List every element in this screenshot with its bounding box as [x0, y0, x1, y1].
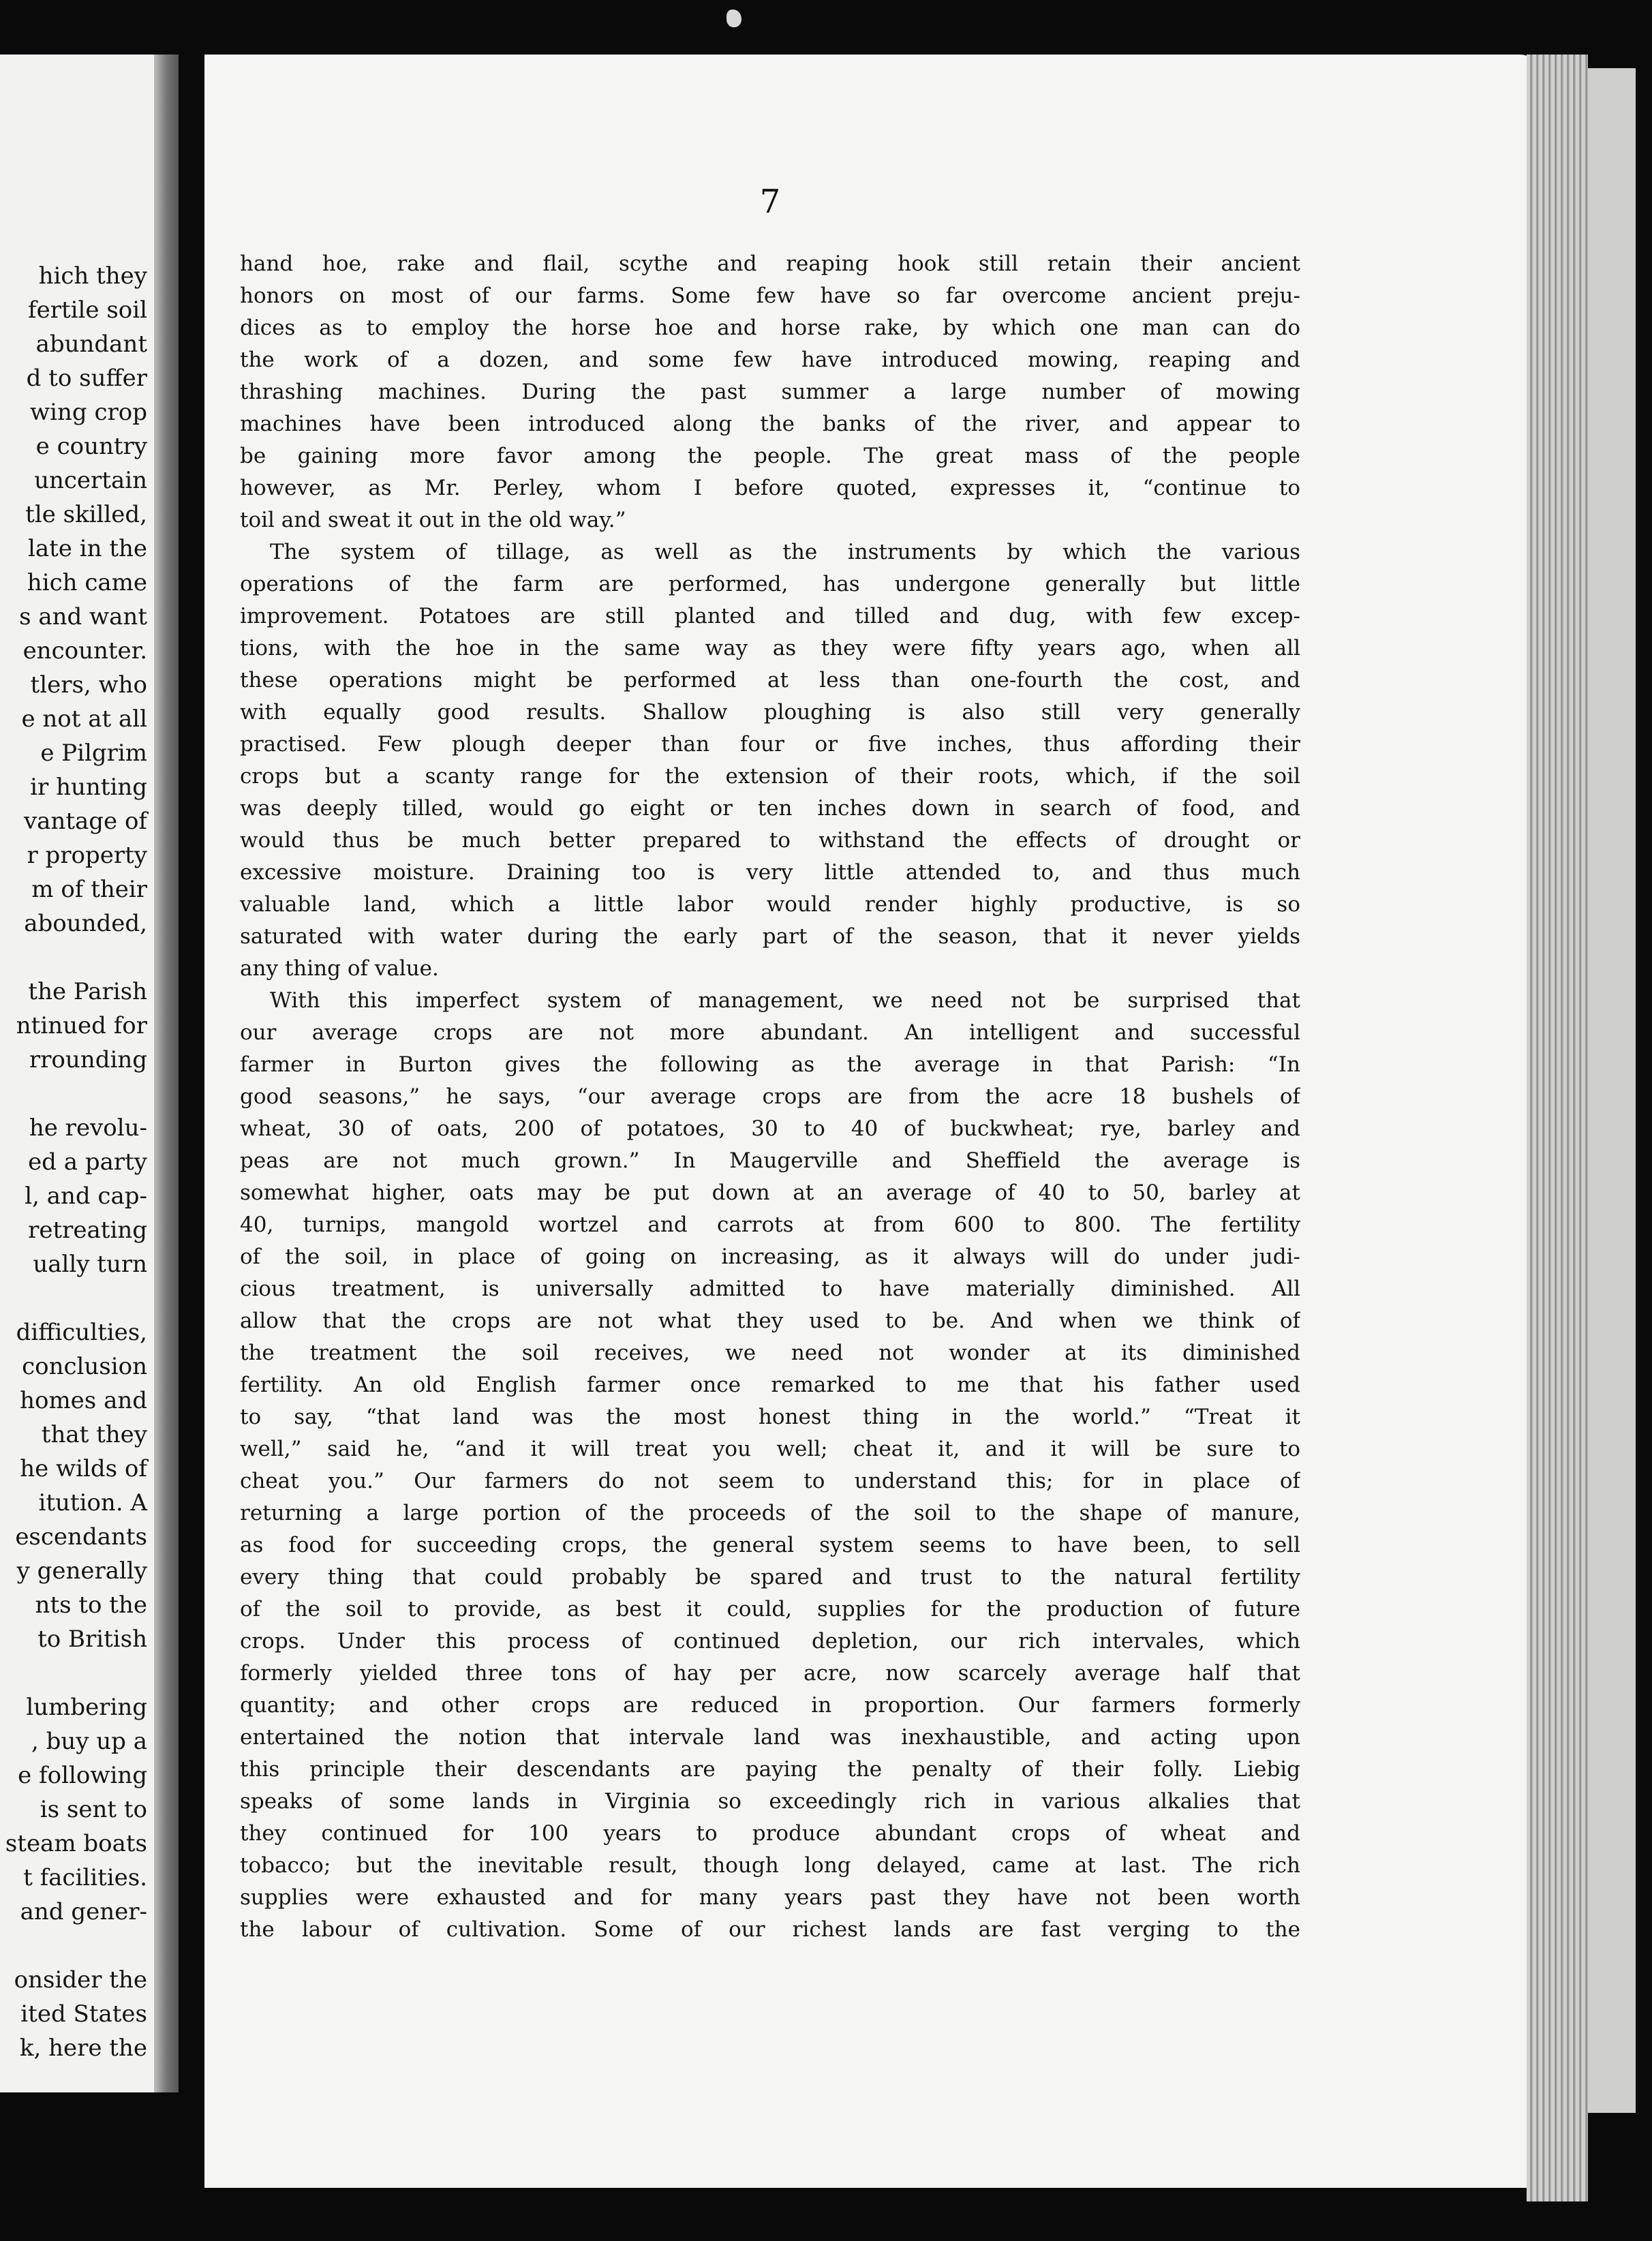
- facing-page-line: the Parish: [28, 978, 147, 1005]
- text-line: quantity; and other crops are reduced in proportion. Our farmers formerly: [240, 1693, 1300, 1718]
- paragraph: [240, 536, 1300, 985]
- facing-page-line: e country: [35, 433, 147, 460]
- text-line: practised. Few plough deeper than four or five inches, thus affording their: [240, 732, 1300, 757]
- facing-page-line: wing crop: [30, 399, 147, 426]
- facing-page-line: tlers, who: [30, 671, 147, 699]
- text-line: however, as Mr. Perley, whom I before quoted, expresses it, “continue to: [240, 476, 1300, 500]
- text-line: saturated with water during the early part of the season, that it never yields: [240, 924, 1300, 949]
- text-line: of the soil to provide, as best it could, supplies for the production of future: [240, 1597, 1300, 1621]
- facing-page-line: ited States: [20, 2000, 147, 2028]
- facing-page-line: abundant: [35, 331, 147, 358]
- facing-page-line: encounter.: [22, 637, 147, 665]
- facing-page-line: retreating: [28, 1217, 147, 1244]
- facing-page-line: steam boats: [5, 1830, 147, 1857]
- facing-page-line: late in the: [28, 535, 147, 562]
- text-line: be gaining more favor among the people. The great mass of the people: [240, 444, 1300, 468]
- facing-page-line: ed a party: [28, 1148, 147, 1176]
- facing-page-line: itution. A: [38, 1489, 147, 1516]
- facing-page-line: m of their: [31, 876, 147, 903]
- fragment-gap: [0, 1281, 147, 1315]
- facing-page-line: s and want: [19, 603, 147, 630]
- text-line: allow that the crops are not what they used to be. And when we think of: [240, 1309, 1300, 1333]
- fragment-gap: [0, 1656, 147, 1690]
- facing-page-line: and gener-: [20, 1898, 147, 1925]
- text-line: cious treatment, is universally admitted to have materially diminished. All: [240, 1277, 1300, 1301]
- text-line: cheat you.” Our farmers do not seem to understand this; for in place of: [240, 1469, 1300, 1493]
- facing-page-line: l, and cap-: [25, 1183, 147, 1210]
- text-line: hand hoe, rake and flail, scythe and reaping hook still retain their ancient: [240, 251, 1300, 276]
- text-line: was deeply tilled, would go eight or ten inches down in search of food, and: [240, 796, 1300, 821]
- text-line: returning a large portion of the proceeds of the soil to the shape of manure,: [240, 1501, 1300, 1525]
- facing-page-line: hich came: [27, 569, 147, 596]
- text-line: peas are not much grown.” In Maugerville and Sheffield the average is: [240, 1148, 1300, 1173]
- paragraph: [240, 248, 1300, 536]
- text-line: honors on most of our farms. Some few have so far overcome ancient preju-: [240, 284, 1300, 308]
- facing-page-left: [0, 55, 179, 2092]
- page-edges-back: [1588, 68, 1636, 2113]
- facing-page-line: e not at all: [21, 705, 147, 733]
- facing-page-line: ually turn: [33, 1251, 147, 1278]
- facing-page-line: he wilds of: [20, 1455, 147, 1482]
- text-line: well,” said he, “and it will treat you well; cheat it, and it will be sure to: [240, 1437, 1300, 1461]
- text-line: any thing of value.: [240, 956, 439, 981]
- body-text: [240, 248, 1300, 1946]
- facing-page-line: y generally: [16, 1557, 147, 1585]
- text-line: valuable land, which a little labor would render highly productive, is so: [240, 892, 1300, 917]
- facing-page-line: k, here the: [19, 2034, 147, 2062]
- text-line: good seasons,” he says, “our average crops are from the acre 18 bushels of: [240, 1084, 1300, 1109]
- facing-page-line: onsider the: [14, 1966, 147, 1994]
- text-line: toil and sweat it out in the old way.”: [240, 508, 626, 532]
- page-edges: [1527, 55, 1588, 2201]
- facing-page-line: is sent to: [40, 1796, 147, 1823]
- facing-page-line: hich they: [38, 262, 147, 290]
- text-line: crops. Under this process of continued depletion, our rich intervales, which: [240, 1629, 1300, 1653]
- facing-page-line: escendants: [15, 1523, 147, 1551]
- facing-page-line: ntinued for: [16, 1012, 147, 1039]
- text-line: 40, turnips, mangold wortzel and carrots at from 600 to 800. The fertility: [240, 1213, 1300, 1237]
- facing-page-line: tle skilled,: [25, 501, 147, 528]
- text-line: with equally good results. Shallow ploughing is also still very generally: [240, 700, 1300, 725]
- paragraph: [240, 985, 1300, 1946]
- text-line: operations of the farm are performed, has undergone generally but little: [240, 572, 1300, 596]
- fragment-gap: [0, 1929, 147, 1963]
- facing-page-line: abounded,: [24, 910, 147, 937]
- text-line: dices as to employ the horse hoe and horse rake, by which one man can do: [240, 316, 1300, 340]
- text-line: entertained the notion that intervale land was inexhaustible, and acting upon: [240, 1725, 1300, 1750]
- text-line: our average crops are not more abundant. An intelligent and successful: [240, 1020, 1300, 1045]
- text-line: fertility. An old English farmer once remarked to me that his father used: [240, 1373, 1300, 1397]
- facing-page-line: he revolu-: [29, 1114, 147, 1142]
- text-line: formerly yielded three tons of hay per acre, now scarcely average half that: [240, 1661, 1300, 1686]
- scan-speck: [726, 10, 741, 27]
- text-line: they continued for 100 years to produce abundant crops of wheat and: [240, 1821, 1300, 1846]
- facing-page-line: e Pilgrim: [40, 740, 147, 767]
- facing-page-line: difficulties,: [16, 1319, 147, 1346]
- text-line: With this imperfect system of management, we need not be surprised that: [270, 988, 1300, 1013]
- facing-page-line: to British: [37, 1626, 147, 1653]
- fragment-gap: [0, 1077, 147, 1111]
- facing-page-line: e following: [18, 1762, 147, 1789]
- text-line: improvement. Potatoes are still planted and tilled and dug, with few excep-: [240, 604, 1300, 628]
- facing-page-line: that they: [41, 1421, 147, 1448]
- text-line: farmer in Burton gives the following as the average in that Parish: “In: [240, 1052, 1300, 1077]
- facing-page-line: ir hunting: [30, 774, 147, 801]
- facing-page-line: fertile soil: [28, 296, 147, 324]
- text-line: would thus be much better prepared to withstand the effects of drought or: [240, 828, 1300, 853]
- facing-page-line: uncertain: [34, 467, 147, 494]
- text-line: wheat, 30 of oats, 200 of potatoes, 30 to 40 of buckwheat; rye, barley and: [240, 1116, 1300, 1141]
- text-line: the labour of cultivation. Some of our richest lands are fast verging to the: [240, 1917, 1300, 1942]
- facing-page-line: nts to the: [35, 1591, 147, 1619]
- text-line: excessive moisture. Draining too is very little attended to, and thus much: [240, 860, 1300, 885]
- text-line: supplies were exhausted and for many years past they have not been worth: [240, 1885, 1300, 1910]
- page-number: 7: [759, 183, 781, 221]
- text-line: crops but a scanty range for the extension of their roots, which, if the soil: [240, 764, 1300, 789]
- facing-page-line: t facilities.: [23, 1864, 147, 1891]
- facing-page-line: rrounding: [29, 1046, 147, 1073]
- text-line: these operations might be performed at less than one-fourth the cost, and: [240, 668, 1300, 692]
- text-line: tobacco; but the inevitable result, though long delayed, came at last. The rich: [240, 1853, 1300, 1878]
- text-line: speaks of some lands in Virginia so exceedingly rich in various alkalies that: [240, 1789, 1300, 1814]
- text-line: the work of a dozen, and some few have introduced mowing, reaping and: [240, 348, 1300, 372]
- text-line: machines have been introduced along the banks of the river, and appear to: [240, 412, 1300, 436]
- facing-page-line: r property: [27, 842, 147, 869]
- book-gutter: [154, 55, 179, 2092]
- facing-page-fragments: [0, 259, 147, 2065]
- facing-page-line: lumbering: [26, 1694, 147, 1721]
- facing-page-line: vantage of: [23, 808, 147, 835]
- facing-page-line: , buy up a: [31, 1728, 147, 1755]
- text-line: thrashing machines. During the past summer a large number of mowing: [240, 380, 1300, 404]
- text-line: tions, with the hoe in the same way as they were fifty years ago, when all: [240, 636, 1300, 660]
- fragment-gap: [0, 941, 147, 975]
- text-line: somewhat higher, oats may be put down at an average of 40 to 50, barley at: [240, 1180, 1300, 1205]
- text-line: of the soil, in place of going on increasing, as it always will do under judi-: [240, 1245, 1300, 1269]
- facing-page-line: conclusion: [22, 1353, 147, 1380]
- text-line: to say, “that land was the most honest thing in the world.” “Treat it: [240, 1405, 1300, 1429]
- facing-page-line: d to suffer: [26, 365, 147, 392]
- text-line: every thing that could probably be spared and trust to the natural fertility: [240, 1565, 1300, 1589]
- text-line: as food for succeeding crops, the general system seems to have been, to sell: [240, 1533, 1300, 1557]
- text-line: The system of tillage, as well as the instruments by which the various: [270, 540, 1300, 564]
- text-line: the treatment the soil receives, we need not wonder at its diminished: [240, 1341, 1300, 1365]
- facing-page-line: homes and: [20, 1387, 147, 1414]
- text-line: this principle their descendants are paying the penalty of their folly. Liebig: [240, 1757, 1300, 1782]
